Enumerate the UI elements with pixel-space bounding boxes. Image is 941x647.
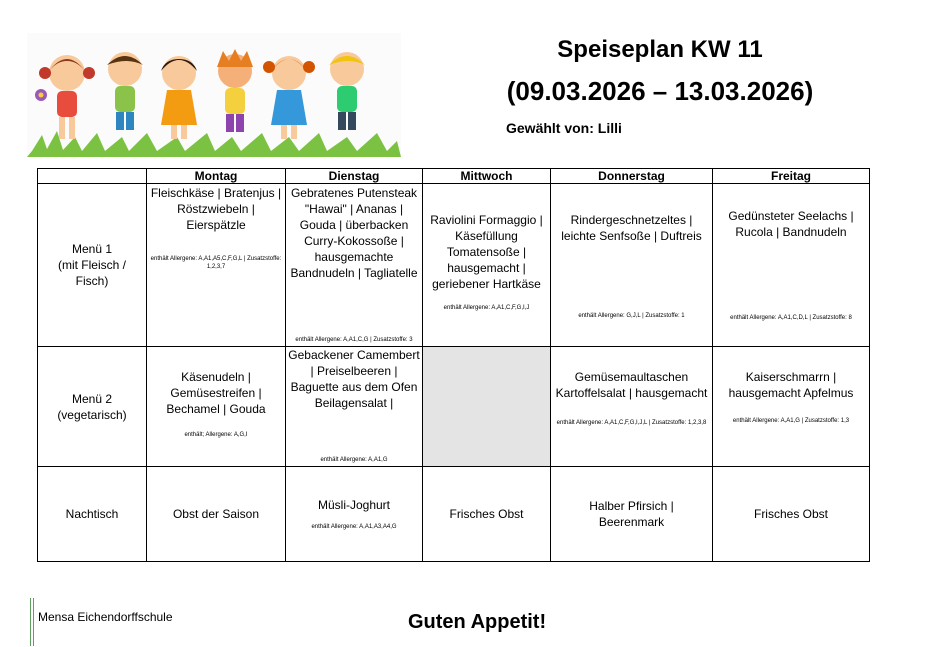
allergen-note: enthält Allergene: G,J,L | Zusatzstoffe: 1 [578,313,685,319]
allergen-note: enthält Allergene: A,A1,C,D,L | Zusatzstoffe: 8 [730,315,852,321]
menu-cell [286,184,423,347]
menu-cell [423,467,551,562]
menu-cell [147,184,286,347]
day-header-donnerstag: Donnerstag [551,169,713,184]
allergen-note: enthält Allergene: A,A1,G | Zusatzstoffe: 1,3 [732,418,850,424]
empty-menu-cell [423,347,551,467]
corner-cell [38,169,147,184]
dish-text: Halber Pfirsich | Beerenmark [589,499,674,529]
page-title: Speiseplan KW 11 [557,36,763,63]
row-label: (vegetarisch) [57,407,127,422]
allergen-note: enthält Allergene: A,A1,G [320,457,388,463]
dish-text: Frisches Obst [449,507,524,521]
allergen-note: enthält Allergene: A,A1,C,G | Zusatzstoffe: 3 [295,337,413,343]
dish-text: Frisches Obst [753,507,828,521]
day-header-freitag: Freitag [713,169,870,184]
allergen-note: enthält Allergene: A,A1,A3,A4,G [311,524,397,530]
date-range: (09.03.2026 – 13.03.2026) [506,76,814,106]
allergen-note: enthält Allergene: A,A1,C,F,G,I,J,L | Zusatzstoffe: 1,2,3,8 [556,420,707,426]
menu-cell [551,184,713,347]
menu-cell [713,467,870,562]
table-row [38,184,870,347]
row-label-nachtisch: Nachtisch [38,467,147,562]
menu-cell [423,184,551,347]
dish-text: Fleischkäse | Bratenjus | Röstzwiebeln | Eierspätzle [150,186,282,232]
dish-text: Rindergeschnetzeltes | leichte Senfsoße | Duftreis [561,213,702,243]
allergen-note: enthält Allergene: A,A1,A5,C,F,G,L | Zusatzstoffe: 1,2,3,7 [150,256,282,270]
children-holding-hands-illustration [27,33,401,157]
dish-text: Gebratenes Putensteak "Hawai" | Ananas | Gouda | überbacken Curry-Kokossoße | hausgemachte Bandnudeln | Tagliatelle [290,186,418,280]
menu-cell [713,347,870,467]
school-name: Mensa Eichendorffschule [38,610,173,624]
dish-text: Gemüsemaultaschen Kartoffelsalat | hausgemacht [555,370,708,400]
row-label-menu-1 [38,184,147,347]
allergen-note: enthält Allergene: A,A1,C,F,G,I,J [443,305,530,311]
menu-table [37,168,870,562]
table-row [38,347,870,467]
menu-cell [551,467,713,562]
menu-cell [713,184,870,347]
table-header-row [38,169,870,184]
row-label: Menü 1 [71,242,113,256]
dish-text: Obst der Saison [172,507,260,521]
row-label: Fisch) [75,274,109,288]
day-header-mittwoch: Mittwoch [423,169,551,184]
day-header-dienstag: Dienstag [286,169,423,184]
chosen-by: Gewählt von: Lilli [506,120,622,136]
footer-accent-lines [30,598,34,646]
menu-cell [147,467,286,562]
footer-greeting: Guten Appetit! [408,611,547,633]
menu-cell [286,467,423,562]
row-label: Menü 2 [71,391,113,406]
dish-text: Raviolini Formaggio | Käsefüllung Tomatensoße | hausgemacht | geriebener Hartkäse [430,213,543,291]
menu-cell [147,347,286,467]
dish-text: Gebackener Camembert | Preiselbeeren | Baguette aus dem Ofen Beilagensalat | [288,348,420,410]
dish-text: Müsli-Joghurt [317,498,391,512]
allergen-note: enthält; Allergene: A,G,I [184,432,248,438]
day-header-montag: Montag [147,169,286,184]
table-row [38,467,870,562]
dish-text: Käsenudeln | Gemüsestreifen | Bechamel | Gouda [166,370,266,416]
menu-cell [551,347,713,467]
row-label-menu-2 [38,347,147,467]
dish-text: Kaiserschmarrn | hausgemacht Apfelmus [728,370,854,400]
row-label: (mit Fleisch / [57,258,126,272]
menu-cell [286,347,423,467]
dish-text: Gedünsteter Seelachs | Rucola | Bandnudeln [728,209,854,239]
